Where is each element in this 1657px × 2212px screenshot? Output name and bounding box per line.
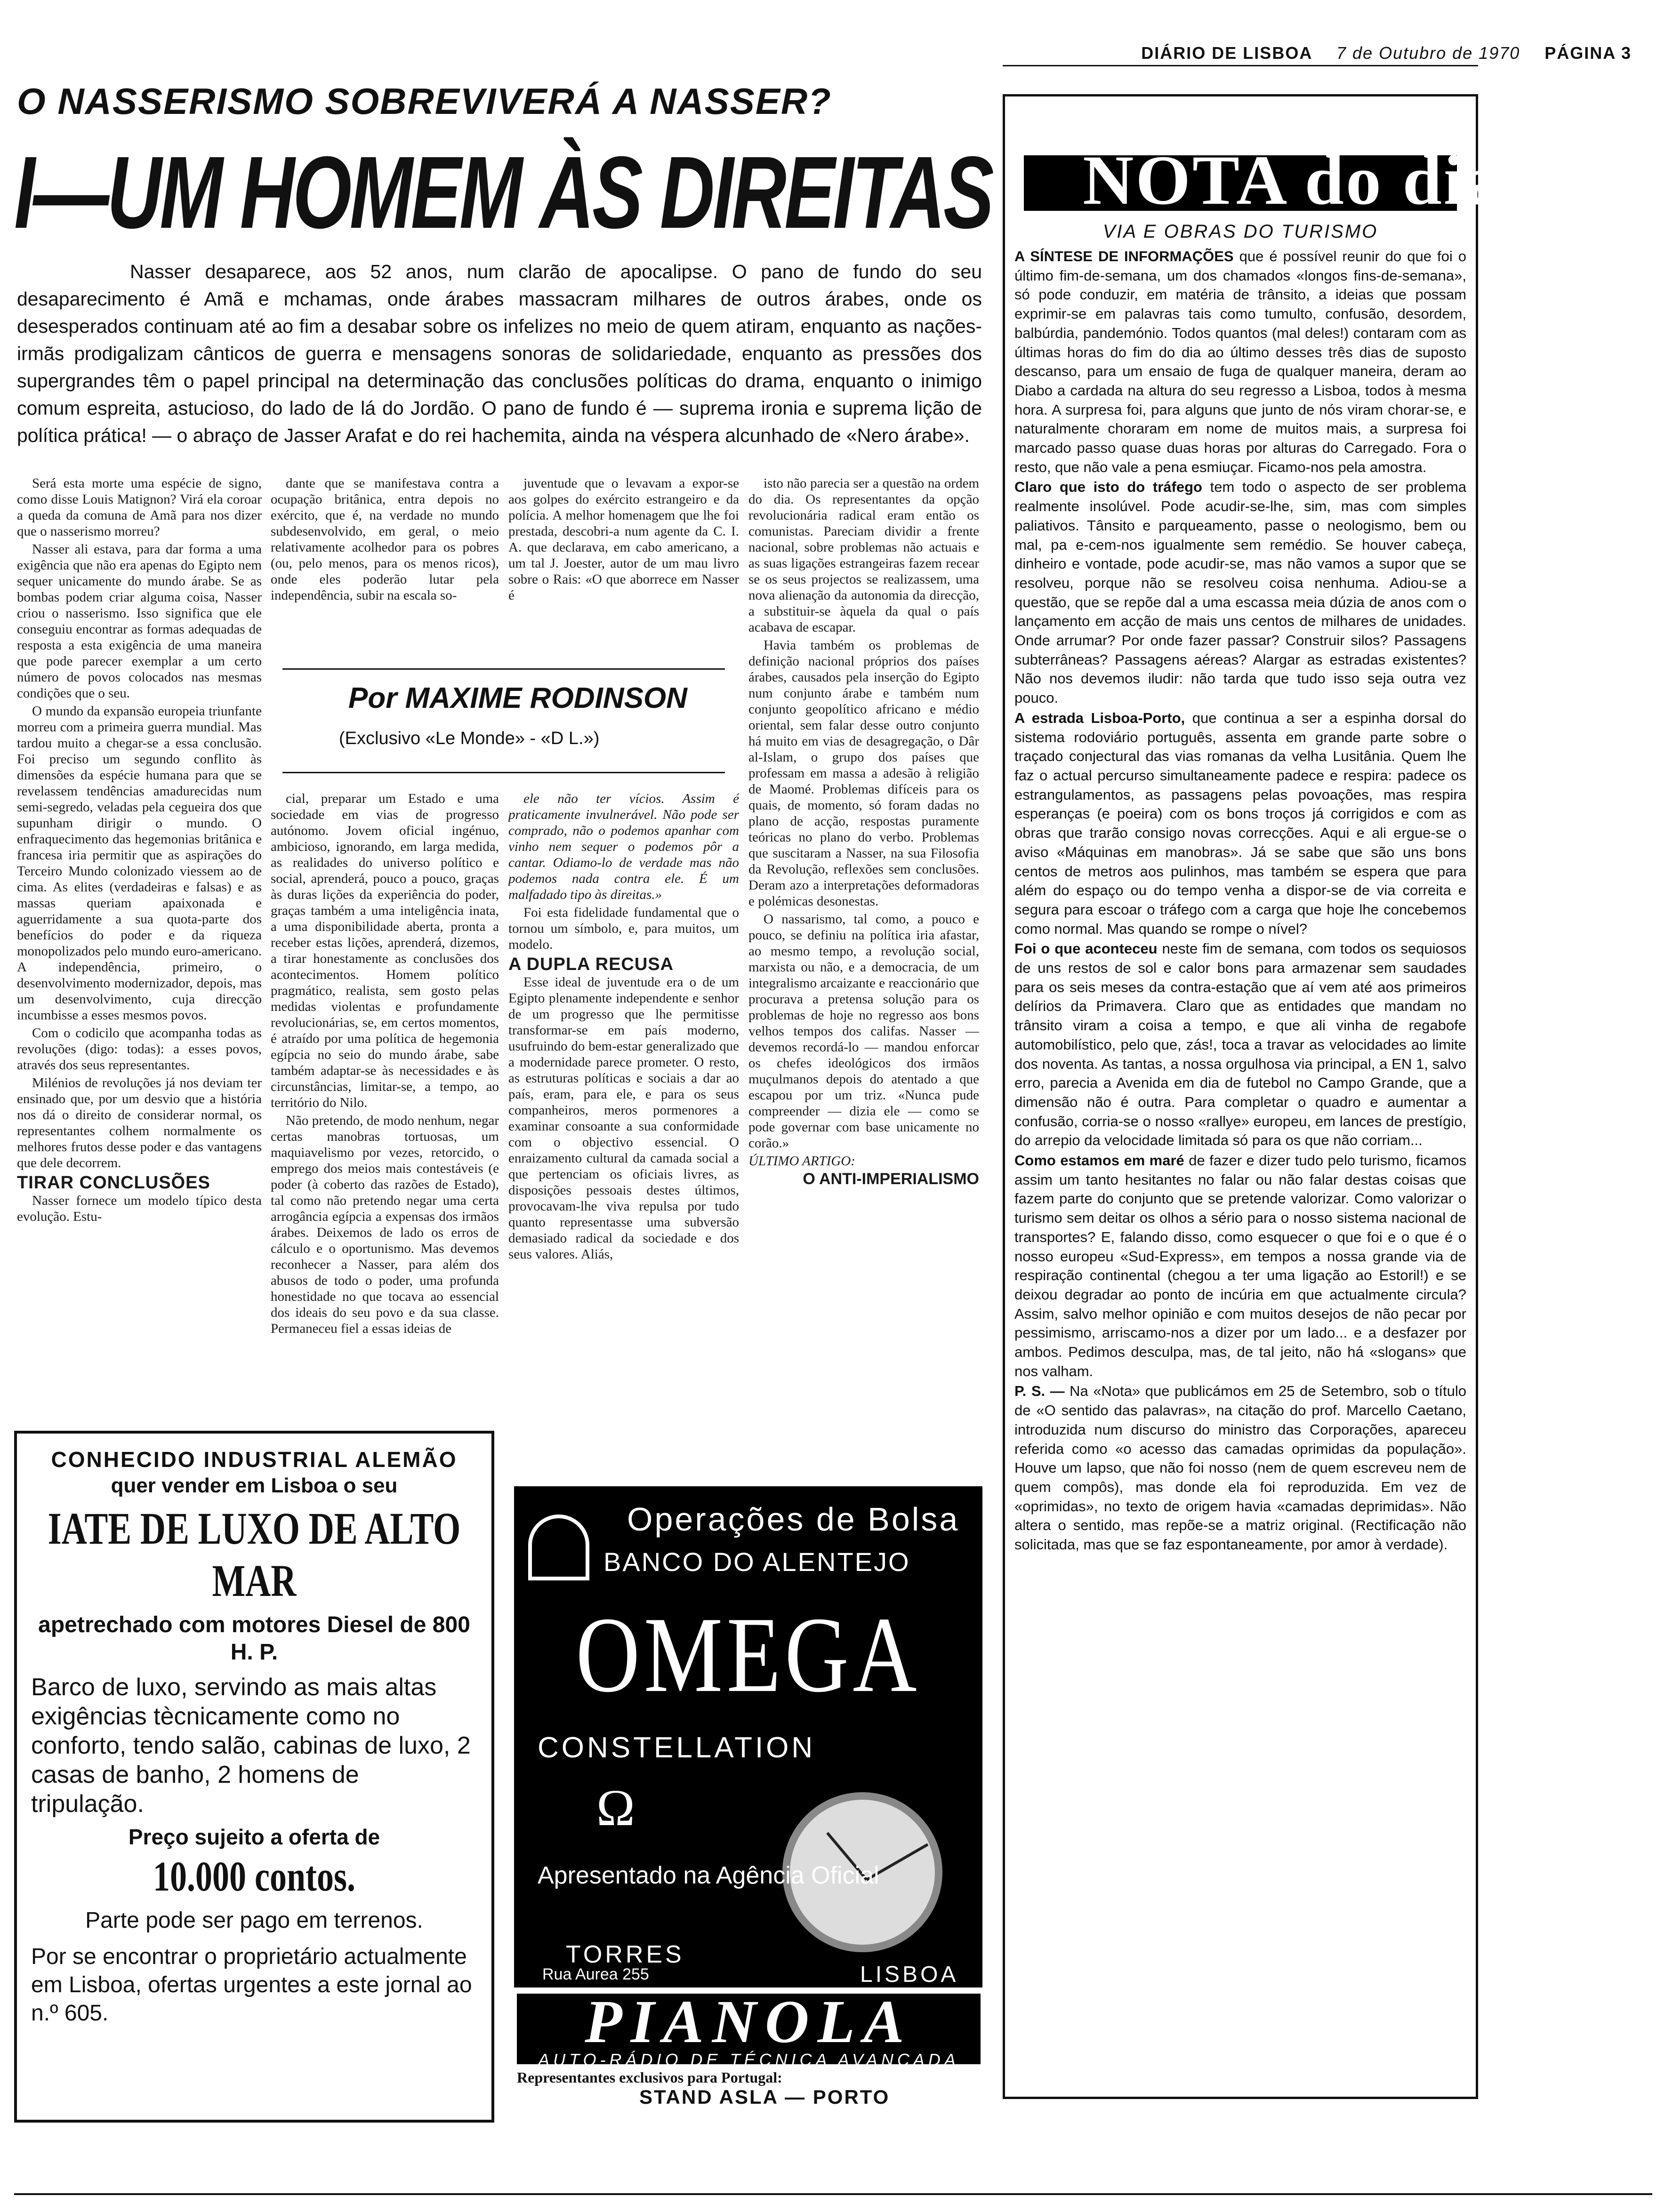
paragraph: cial, preparar um Estado e uma sociedade em vias de progresso autónomo. Jovem oficial ingénuo, ambicioso, ignorando, em larga medida, as realidades do universo político e social, aprenderá, pouco a pouco, graças às duras lições da experiência do poder, graças também a uma inteligência inata, a uma disponibilidade aberta, pronta a receber estas lições, aprenderá, dizemos, a tirar honestamente as conclusões dos acontecimentos. Homem político pragmático, realista, sem gosto pelas medidas violentas e profundamente revolucionárias, se, em certos momentos, é atraído por uma política de hegemonia egípcia no seio do mundo árabe, sabe também adaptar-se às necessidades e às circunstâncias, limitar-se, a tempo, ao território do Nilo.	[271, 791, 499, 1110]
yacht-classified-ad	[14, 1431, 494, 2123]
paragraph: Milénios de revoluções já nos deviam ter ensinado que, por um desvio que a história nos dá o direito de considerar normal, os representantes colhem normalmente os melhores frutos desse poder e das vantagens que dele decorrem.	[17, 1075, 262, 1170]
article-column-4	[748, 475, 979, 1421]
paragraph: Foi esta fidelidade fundamental que o tornou um símbolo, e, para muitos, um modelo.	[508, 905, 739, 952]
section-heading: A DUPLA RECUSA	[508, 954, 674, 974]
paragraph: Nasser fornece um modelo típico desta evolução. Estu-	[17, 1193, 262, 1224]
issue-date: 7 de Outubro de 1970	[1336, 43, 1520, 63]
bank-service: Operações de Bolsa	[627, 1501, 960, 1538]
ad-price-label: Preço sujeito a oferta de	[128, 1825, 380, 1849]
next-article-title: O ANTI-IMPERIALISMO	[803, 1170, 979, 1188]
pianola-ad	[517, 1988, 981, 2108]
byline-note: (Exclusivo «Le Monde» - «D L.»)	[339, 729, 600, 748]
ad-price: 10.000 contos.	[153, 1853, 355, 1900]
dealer-city: LISBOA	[860, 1962, 959, 1987]
next-article-label: ÚLTIMO ARTIGO:	[748, 1154, 855, 1169]
pianola-brand: PIANOLA	[517, 1994, 981, 2064]
nota-paragraph: P. S. — Na «Nota» que publicámos em 25 de Setembro, sob o título de «O sentido das palavras», na citação do prof. Marcello Caetano, introduzida num discurso do ministro das Corporações, apareceu referida como «o acesso das camadas oprimidas da população». Houve um lapso, que não foi nosso (nem de quem escreveu nem de quem compôs), mas donde ela foi reproduzida. Em vez de «oprimidas», no texto de origem havia «camadas deprimidas». Não altera o sentido, mas repõe-se a matriz original. (Rectificação não solicitada, mas que se faz espontaneamente, por amor à verdade).	[1014, 1383, 1466, 1553]
paragraph: juventude que o levavam a expor-se aos golpes do exército estrangeiro e da polícia. A melhor homenagem que lhe foi prestada, descobri-a num agente da C. I. A. que declarava, em cabo americano, a um tal J. Joester, autor de um mau livro sobre o Rais: «O que aborrece em Nasser é	[508, 476, 739, 603]
nota-title: NOTA do dia	[1083, 141, 1503, 219]
pianola-representatives: Representantes exclusivos para Portugal:	[517, 2069, 782, 2086]
paragraph: Nasser ali estava, para dar forma a uma exigência que não era apenas do Egipto nem sequer unicamente do mundo árabe. Se as bombas podem criar alguma coisa, Nasser criou o nasserismo. Isso significa que ele conseguiu encontrar as formas adequadas de resposta a esta exigência de uma maneira que pode parecer exemplar a um certo número de povos colocados nas mesmas condições que o seu.	[17, 542, 262, 701]
newspaper-name: DIÁRIO DE LISBOA	[1141, 43, 1312, 63]
paragraph: Esse ideal de juventude era o de um Egipto plenamente independente e senhor de um progresso que lhe permitisse transformar-se em país moderno, usufruindo do bem-estar generalizado que a modernidade parece prometer. O resto, as estruturas políticas e sociais a dar ao país, eram, para ele, e para os seus companheiros, meros pormenores a examinar consoante a sua conformidade com o objectivo essencial. O enraizamento cultural da camada social a que pertenciam os oficiais livres, as disposições pessoais destes últimos, provocavam-lhe viva repulsa por tudo quanto representasse uma subversão demasiado radical da sociedade e dos seus valores. Aliás,	[508, 975, 739, 1261]
ad-line-2: quer vender em Lisboa o seu	[111, 1474, 398, 1497]
byline-rule-top	[282, 668, 725, 670]
omega-model: CONSTELLATION	[538, 1731, 816, 1764]
dealer-address: Rua Aurea 255	[542, 1965, 649, 1983]
nota-paragraph: A SÍNTESE DE INFORMAÇÕES que é possível reunir do que foi o último fim-de-semana, um dos chamados «longos fins-de-semana», só pode conduzir, em matéria de trânsito, a ideias que possam exprimir-se em palavras tais como tumulto, confusão, desordem, balbúrdia, pandemónio. Todos quantos (mal deles!) contaram com as últimas horas do fim do dia ao último desses três dias de suposto descanso, para um ensaio de fuga de qualquer maneira, deram ao Diabo a cardada na altura do seu regresso a Lisboa, todos à mesma hora. A surpresa foi, para alguns que junto de nós viram chorar-se, e naturalmente choraram em nome de muitos mais, a surpresa foi marcado passo quase duas horas por alturas do Carregado. Fora o resto, que não vale a pena esmiuçar. Ficamo-nos pela amostra.	[1014, 248, 1466, 475]
byline-rule-bottom	[282, 772, 725, 773]
byline: Por MAXIME RODINSON	[348, 682, 687, 714]
omega-brand: OMEGA	[576, 1595, 921, 1715]
ad-tagline: Apresentado na Agência Oficial	[538, 1862, 879, 1889]
nota-paragraph: Claro que isto do tráfego tem todo o aspecto de ser problema realmente insolúvel. Pode acudir-se-lhe, sim, mas com simples paliativos. Tânsito e parqueamento, passe o neologismo, bem ou mal, pa e-cem-nos igualmente sem remédio. Se houver cabeça, dinheiro e vontade, pode acudir-se, mas não vamos a supor que se resolveu, porque não se resolveu coisa nenhuma. Adiou-se a questão, que se repõe dal a uma escassa meia dúzia de anos com o lançamento em acção de mais uns centos de milhares de unidades. Onde arrumar? Por onde fazer passar? Construir silos? Passagens subterrâneas? Passagens aéreas? Alargar as estradas existentes? Não nos devemos iludir: não tarda que tudo isso seja outra vez pouco.	[1014, 479, 1466, 706]
ad-body: Barco de luxo, servindo as mais altas exigências tècnicamente como no conforto, tendo salão, cabinas de luxo, 2 casas de banho, 2 homens de tripulação.	[31, 1674, 471, 1818]
ad-headline: IATE DE LUXO DE ALTO MAR	[48, 1503, 461, 1606]
article-column-3-top	[508, 475, 739, 664]
article-column-1	[17, 475, 262, 1410]
header-rule	[1003, 65, 1478, 66]
paragraph: O nassarismo, tal como, a pouco e pouco, se definiu na política iria afastar, ao mesmo tempo, a revolução social, marxista ou não, e a democracia, de um integralismo arcaizante e reaccionário que procurava a pretensa solução para os problemas de hoje no regresso aos bons velhos tempos dos califas. Nasser — devemos recordá-lo — mandou enforcar os chefes ideológicos dos irmãos muçulmanos depois do atentado a que escapou por um triz. «Nunca pude compreender — dizia ele — como se pode governar com base unicamente no corão.»	[748, 912, 979, 1151]
paragraph: Com o codicilo que acompanha todas as revoluções (digo: todas): a esses povos, através dos seus representantes.	[17, 1026, 262, 1073]
omega-symbol-icon: Ω	[596, 1779, 635, 1836]
paragraph: Será esta morte uma espécie de signo, como disse Louis Matignon? Virá ela coroar a queda da comuna de Amã para nos dizer que o nasserismo morreu?	[17, 476, 262, 539]
paragraph: Não pretendo, de modo nenhum, negar certas manobras tortuosas, um maquiavelismo por vezes, retorcido, o emprego dos meios mais contestáveis (e poder (à coberto das razões de Estado), tal como não pretendo negar uma certa arrogância egípcia a expensas dos irmãos árabes. Deixemos de lado os erros de cálculo e o oportunismo. Mas devemos reconhecer a Nasser, para além dos abusos de todo o poder, uma profunda honestidade no que tocava ao essencial dos ideais do seu povo e da sua classe. Permaneceu fiel a essas ideias de	[271, 1113, 499, 1336]
bank-logo-icon	[528, 1515, 589, 1580]
section-heading: TIRAR CONCLUSÕES	[17, 1173, 210, 1193]
ad-line-1: CONHECIDO INDUSTRIAL ALEMÃO	[51, 1447, 458, 1472]
nota-paragraph: Como estamos em maré de fazer e dizer tudo pelo turismo, ficamos assim um tanto hesitantes no falar ou não falar destas coisas que fazem parte do conjunto que se pretende valorizar. Como valorizar o turismo sem deitar os olhos a sério para o nosso sistema nacional de transportes? E, falando disso, como esquecer o que foi e o que é o nosso europeu «Sud-Express», em tempos a nossa grande via de respiração continental (chegou a ter uma ligação ao Estoril!) e se deixou degradar ao ponto de incúria em que actualmente circula? Assim, salvo melhor opinião e com muitos desejos de não pecar por pessimismo, arriscamo-nos a dizer por um lado... e a desfazer por ambos. Pedimos desculpa, mas, de tal jeito, não há «slogans» que nos valham.	[1014, 1152, 1466, 1379]
bank-name: BANCO DO ALENTEJO	[603, 1547, 910, 1577]
pianola-subtitle: AUTO-RÁDIO DE TÉCNICA AVANÇADA	[538, 2050, 959, 2069]
nota-body	[1014, 247, 1466, 2092]
article-column-2	[271, 791, 499, 1497]
article-kicker: O NASSERISMO SOBREVIVERÁ A NASSER?	[17, 80, 832, 122]
bottom-rule	[14, 2193, 1652, 2195]
article-headline: I—UM HOMEM ÀS DIREITAS	[14, 136, 992, 250]
nota-paragraph: Foi o que aconteceu neste fim de semana, com todos os sequiosos de uns restos de sol e calor bons para armazenar sem saudades para os seis meses da contra-estação que aí vem até aos primeiros delírios da Primavera. Claro que as entidades que mandam no trânsito viram a coisa a tempo, e que ali vinha de regabofe automobilístico, pelo que, zás!, toca a travar as velocidades ao limite dos noventa. As tantas, a nossa orgulhosa via principal, a EN 1, salvo erro, parecia a Avenida em dia de futebol no Campo Grande, que a dimensão não é outra. Para completar o quadro e aumentar a confusão, corria-se o nosso «rallye» europeu, em lances de prestígio, do arrepio da velocidade limitada só para os que não corriam...	[1014, 940, 1466, 1149]
article-column-3	[508, 791, 739, 1261]
omega-bank-ad	[514, 1486, 982, 1988]
ad-part-payment: Parte pode ser pago em terrenos.	[85, 1908, 423, 1933]
ad-line-4: apetrechado com motores Diesel de 800 H. P.	[38, 1612, 470, 1665]
ad-contact: Por se encontrar o proprietário actualmente em Lisboa, ofertas urgentes a este jornal ao n.º 605.	[31, 1944, 472, 2026]
nota-subtitle: VIA E OBRAS DO TURISMO	[1102, 221, 1378, 242]
paragraph: dante que se manifestava contra a ocupação britânica, entra depois no exército, que é, na verdade no mundo subdesenvolvido, em geral, o meio relativamente acolhedor para os pobres (ou, pelo menos, para os menos ricos), onde eles poderão lutar pela independência, subir na escala so-	[271, 476, 499, 603]
paragraph: O mundo da expansão europeia triunfante morreu com a primeira guerra mundial. Mas tardou muito a chegar-se a essa conclusão. Foi preciso um segundo conflito às dimensões da espécie humana para que se revelassem tendências amadurecidas num semi-segredo, veladas pela cegueira dos que supunham dirigir o mundo. O enfraquecimento das hegemonias britânica e francesa iria permitir que as aspirações do Terceiro Mundo colonizado viessem ao de cima. As elites (verdadeiras e falsas) e as massas queriam apaixonada e aguerridamente a sua quota-parte dos benefícios do poder e da riqueza monopolizados pelo mundo euro-americano. A independência, primeiro, o desenvolvimento modernizador, depois, mas um desenvolvimento, cuja direcção incumbisse a esses mesmos povos.	[17, 704, 262, 1023]
paragraph: ele não ter vícios. Assim é praticamente invulnerável. Não pode ser comprado, não o podemos apanhar com vinho nem sequer o podemos pôr a cantar. Odiamo-lo de verdade mas não podemos nada contra ele. É um malfadado tipo às direitas.»	[508, 791, 739, 902]
dealer-name: TORRES	[566, 1941, 684, 1968]
article-lead: Nasser desaparece, aos 52 anos, num clarão de apocalipse. O pano de fundo do seu desaparecimento é Amã e mchamas, onde árabes massacram milhares de outros árabes, onde os desesperados continuam até ao fim a desabar sobre os infelizes no meio de quem atiram, enquanto as nações-irmãs prodigalizam cânticos de guerra e mensagens sonoras de solidariedade, enquanto as pressões dos supergrandes têm o papel principal na determinação das conclusões políticas do drama, enquanto o inimigo comum espreita, astucioso, do lado de lá do Jordão. O pano de fundo é — suprema ironia e suprema lição de política prática! — o abraço de Jasser Arafat e do rei hachemita, ainda na véspera alcunhado de «Nero árabe».	[17, 261, 982, 446]
paragraph: Havia também os problemas de definição nacional próprios dos países árabes, causados pela inserção do Egipto num conjunto árabe e também num conjunto geopolítico africano e médio oriental, sem falar desse outro conjunto há muito em vias de desagregação, o Dâr al-Islam, o grupo dos países que professam em massa a adesão à religião de Maomé. Problemas difíceis para os quais, de momento, só foram dadas no plano de acção, respostas puramente teóricas no plano do verbo. Problemas que suscitaram a Nasser, na sua Filosofia da Revolução, reflexões sem conclusões. Deram azo a interpretações deformadoras e polémicas desonestas.	[748, 638, 979, 909]
page-header	[1141, 43, 1632, 63]
article-column-2-top	[271, 475, 499, 664]
page-number: PÁGINA 3	[1544, 43, 1632, 63]
nota-paragraph: A estrada Lisboa-Porto, que continua a ser a espinha dorsal do sistema rodoviário português, assenta em grande parte sobre o traçado conjectural das vias romanas da velha Lusitânia. Quem lhe faz o actual percurso simultaneamente padece e respira: padece os estrangulamentos, as passagens pelas povoações, mas respira esperanças (e poeira) com os bons troços já corrigidos e com as obras que trarão consigo novas correcções. Aqui e ali ergue-se o aviso «Máquinas em manobras». Já se sabe que são uns bons centos de metros aos pulinhos, mas também se espera que para além do espaço ou do tempo venha a dispor-se de via correita e segura para escoar o tráfego com a carga que hoje lhe concebemos como normal. Mas quando se rompe o nível?	[1014, 709, 1466, 937]
paragraph: isto não parecia ser a questão na ordem do dia. Os representantes da opção revolucionária radical eram então os comunistas. Pareciam dividir a frente nacional, sobre problemas não actuais e as suas ligações estrangeiras fazem recear se os seus projectos se realizassem, uma nova alienação da autonomia da direcção, a substituir-se àquela da qual o país acabava de escapar.	[748, 476, 979, 635]
pianola-dealer: STAND ASLA — PORTO	[639, 2086, 890, 2108]
